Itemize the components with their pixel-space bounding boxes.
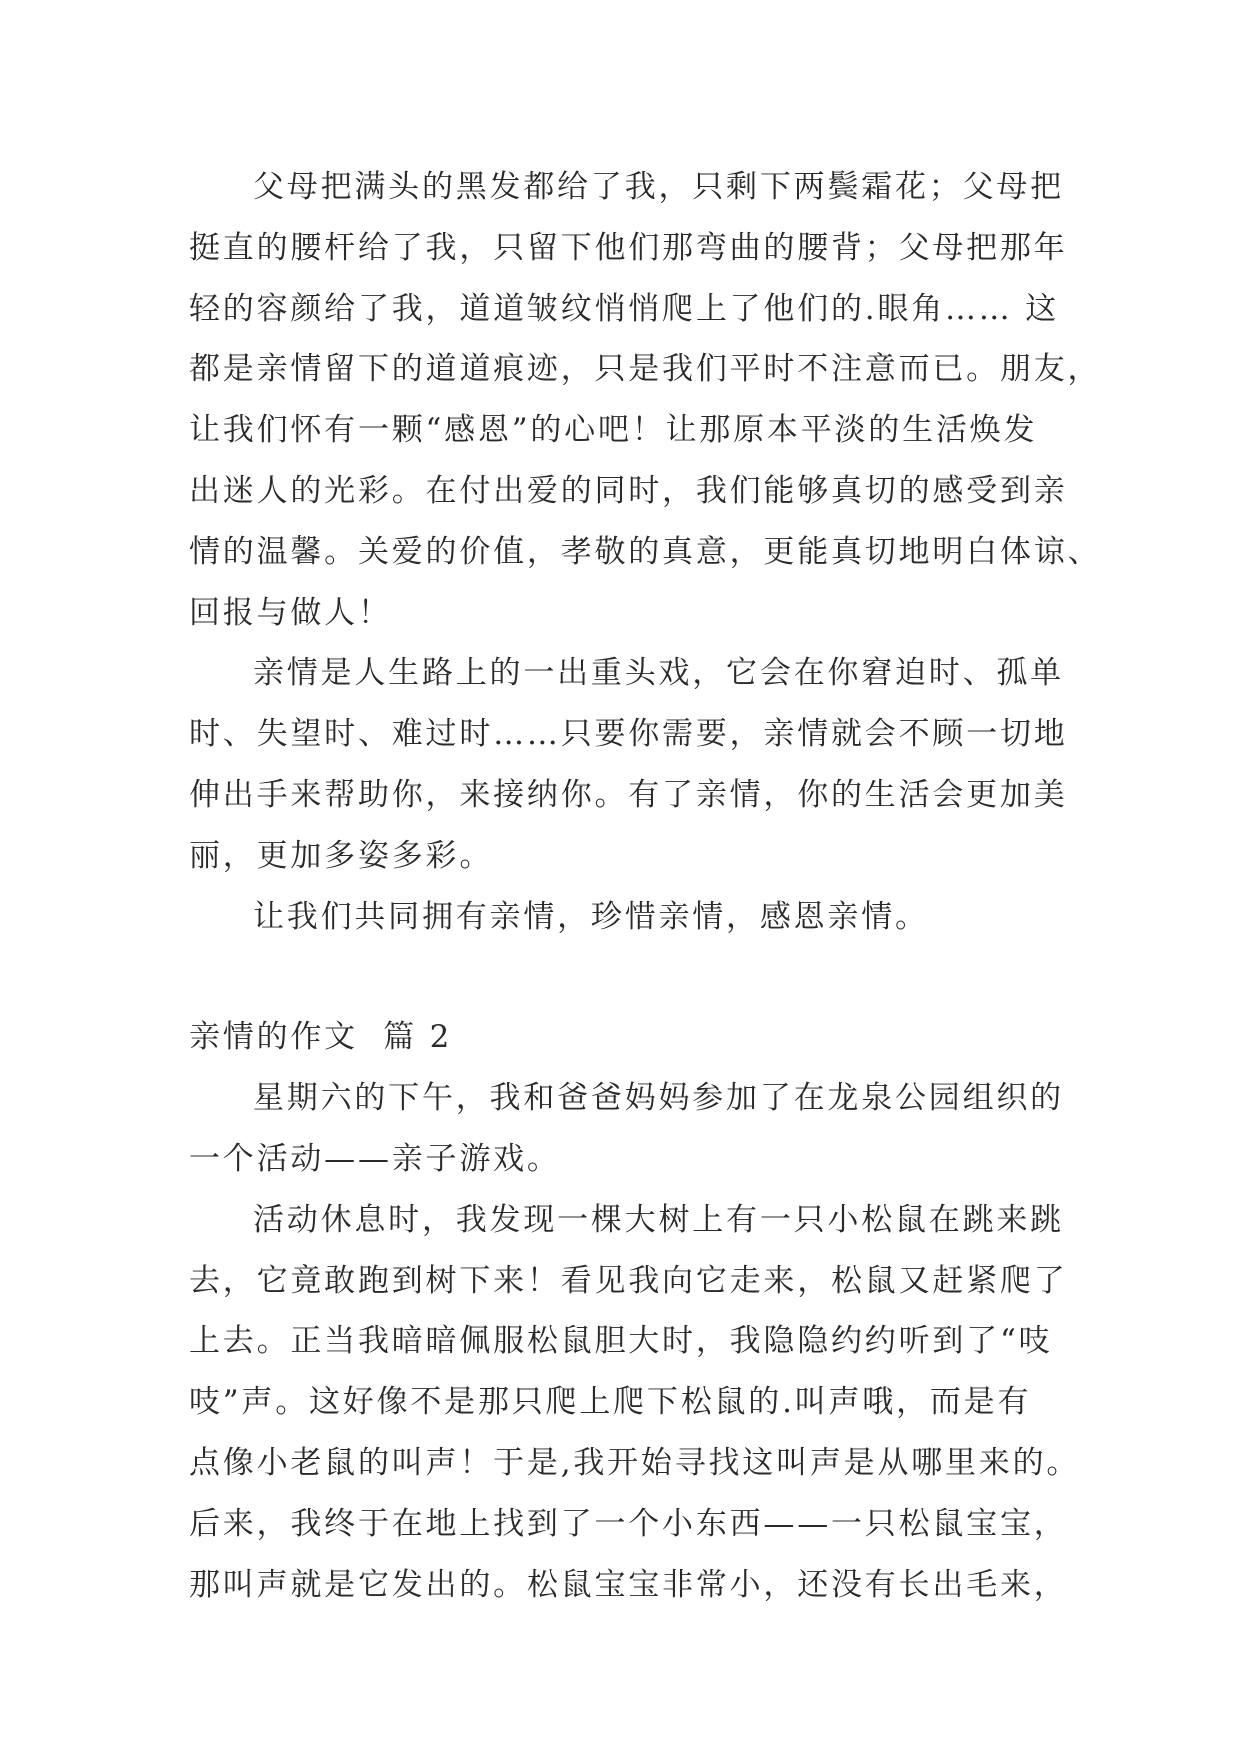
paragraph-line: 亲情是人生路上的一出重头戏，它会在你窘迫时、孤单	[253, 655, 1064, 692]
section-title: 亲情的作文 篇 2	[189, 1019, 453, 1056]
paragraph-line: 点像小老鼠的叫声！于是,我开始寻找这叫声是从哪里来的。	[189, 1444, 1081, 1481]
paragraph	[189, 643, 1068, 886]
paragraph-line: 让我们共同拥有亲情，珍惜亲情，感恩亲情。	[253, 898, 929, 935]
paragraph-line: 丽，更加多姿多彩。	[189, 837, 494, 874]
paragraph-line: 星期六的下午，我和爸爸妈妈参加了在龙泉公园组织的	[253, 1080, 1064, 1117]
paragraph-line: 都是亲情留下的道道痕迹，只是我们平时不注意而已。朋友，	[189, 351, 1102, 388]
paragraph-line: 后来，我终于在地上找到了一个小东西——一只松鼠宝宝，	[189, 1505, 1068, 1542]
paragraph-line: 一个活动——亲子游戏。	[189, 1140, 561, 1177]
paragraph-line: 活动休息时，我发现一棵大树上有一只小松鼠在跳来跳	[253, 1201, 1064, 1238]
paragraph-line: 吱”声。这好像不是那只爬上爬下松鼠的.叫声哦，而是有	[189, 1384, 1032, 1421]
paragraph-line: 回报与做人！	[189, 594, 392, 631]
paragraph-line: 挺直的腰杆给了我，只留下他们那弯曲的腰背；父母把那年	[189, 229, 1068, 266]
paragraph-line: 轻的容颜给了我，道道皱纹悄悄爬上了他们的.眼角…… 这	[189, 290, 1060, 327]
paragraph-line: 上去。正当我暗暗佩服松鼠胆大时，我隐隐约约听到了“吱	[189, 1323, 1053, 1360]
paragraph	[189, 157, 1102, 643]
paragraph	[189, 1068, 1064, 1190]
paragraph-line: 父母把满头的黑发都给了我，只剩下两鬓霜花；父母把	[253, 169, 1064, 205]
paragraph	[189, 1190, 1081, 1616]
paragraph-line: 时、失望时、难过时……只要你需要，亲情就会不顾一切地	[189, 716, 1068, 753]
paragraph-line: 那叫声就是它发出的。松鼠宝宝非常小，还没有长出毛来，	[189, 1566, 1068, 1603]
document-body	[189, 157, 1102, 1615]
paragraph-line: 伸出手来帮助你，来接纳你。有了亲情，你的生活会更加美	[189, 776, 1068, 813]
paragraph	[189, 887, 1059, 948]
paragraph-line: 让我们怀有一颗“感恩”的心吧！让那原本平淡的生活焕发	[189, 412, 1038, 449]
paragraph-line: 出迷人的光彩。在付出爱的同时，我们能够真切的感受到亲	[189, 472, 1068, 509]
paragraph-line: 去，它竟敢跑到树下来！看见我向它走来，松鼠又赶紧爬了	[189, 1262, 1068, 1299]
paragraph-line: 情的温馨。关爱的价值，孝敬的真意，更能真切地明白体谅、	[189, 533, 1102, 570]
